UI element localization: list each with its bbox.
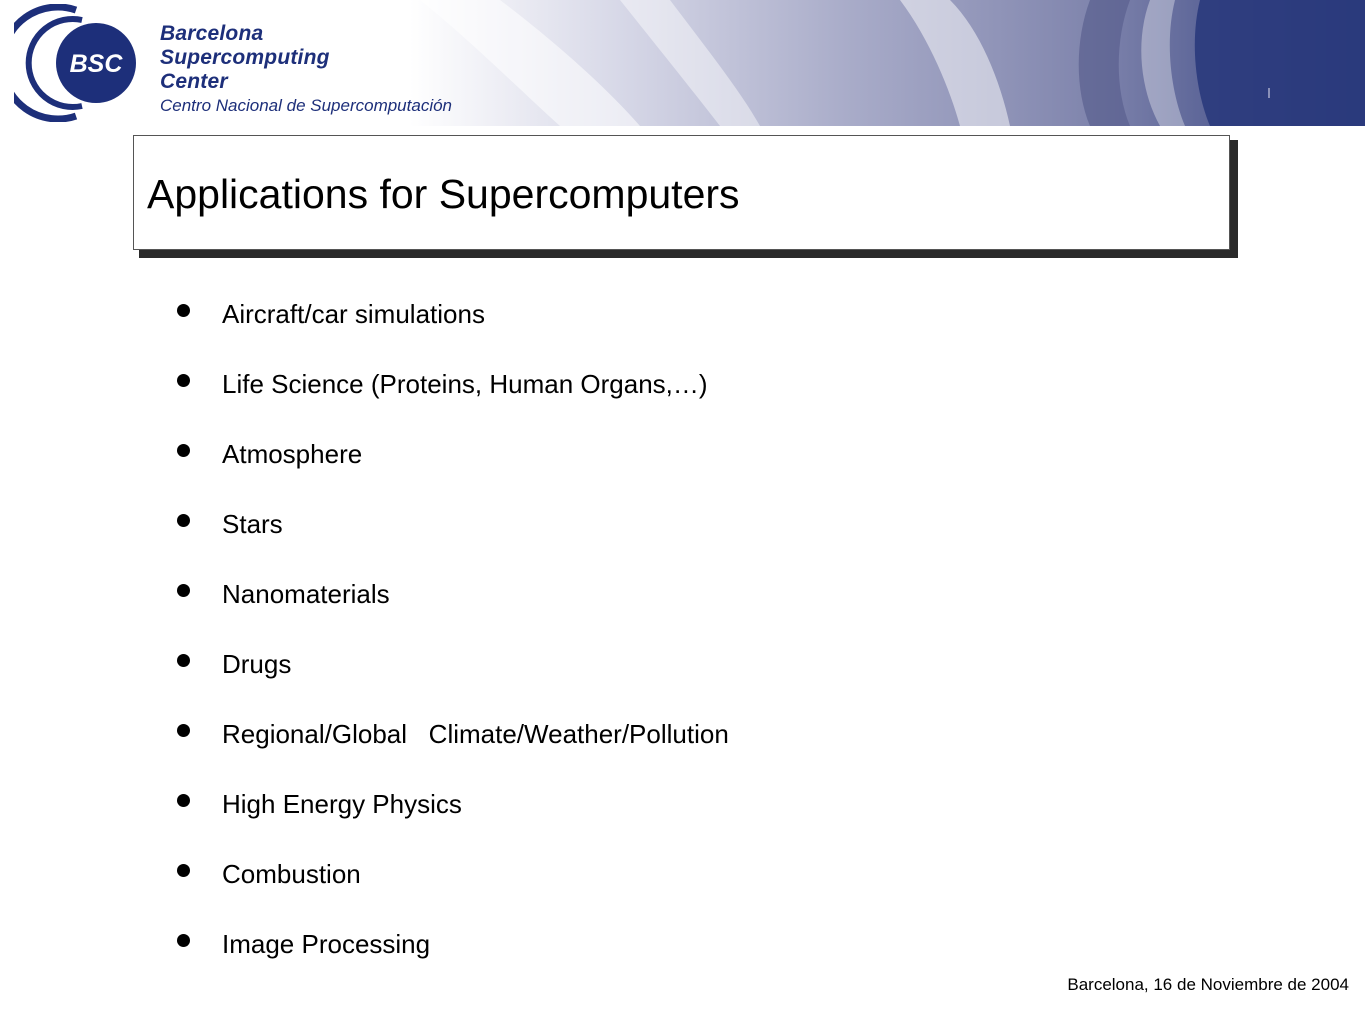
bullet-list <box>0 296 900 996</box>
bullet-icon <box>177 374 190 387</box>
list-item-text: Aircraft/car simulations <box>222 299 485 329</box>
list-item-text: Nanomaterials <box>222 579 390 609</box>
bullet-icon <box>177 514 190 527</box>
list-item-text: Stars <box>222 509 283 539</box>
logo-wordmark <box>160 22 452 117</box>
list-item-text: Image Processing <box>222 929 431 959</box>
list-item <box>0 926 900 996</box>
bsc-logo-icon <box>14 4 154 122</box>
list-item-text: Atmosphere <box>222 439 363 469</box>
logo-line-3: Center <box>160 70 228 93</box>
list-item-text: Life Science (Proteins, Human Organs,…) <box>222 369 708 399</box>
list-item <box>0 716 900 786</box>
svg-text:BSC: BSC <box>69 50 123 78</box>
bullet-icon <box>177 864 190 877</box>
list-item <box>0 436 900 506</box>
bullet-icon <box>177 934 190 947</box>
list-item <box>0 786 900 856</box>
bullet-icon <box>177 584 190 597</box>
bullet-icon <box>177 654 190 667</box>
logo-line-2: Supercomputing <box>160 46 330 69</box>
bullet-icon <box>177 444 190 457</box>
header-banner <box>0 0 1365 126</box>
page-title: Applications for Supercomputers <box>147 171 740 217</box>
list-item-text: Drugs <box>222 649 292 679</box>
list-item <box>0 506 900 576</box>
title-box <box>133 135 1230 250</box>
list-item-text: Regional/Global Climate/Weather/Pollution <box>222 719 729 749</box>
list-item <box>0 366 900 436</box>
list-item-text: Combustion <box>222 859 361 889</box>
list-item <box>0 646 900 716</box>
bullet-icon <box>177 304 190 317</box>
footer-date: Barcelona, 16 de Noviembre de 2004 <box>1067 975 1349 994</box>
list-item-text: High Energy Physics <box>222 789 462 819</box>
bullet-icon <box>177 794 190 807</box>
list-item <box>0 296 900 366</box>
logo-subtitle: Centro Nacional de Supercomputación <box>160 96 453 115</box>
list-item <box>0 856 900 926</box>
bullet-icon <box>177 724 190 737</box>
list-item <box>0 576 900 646</box>
logo-line-1: Barcelona <box>160 22 264 45</box>
